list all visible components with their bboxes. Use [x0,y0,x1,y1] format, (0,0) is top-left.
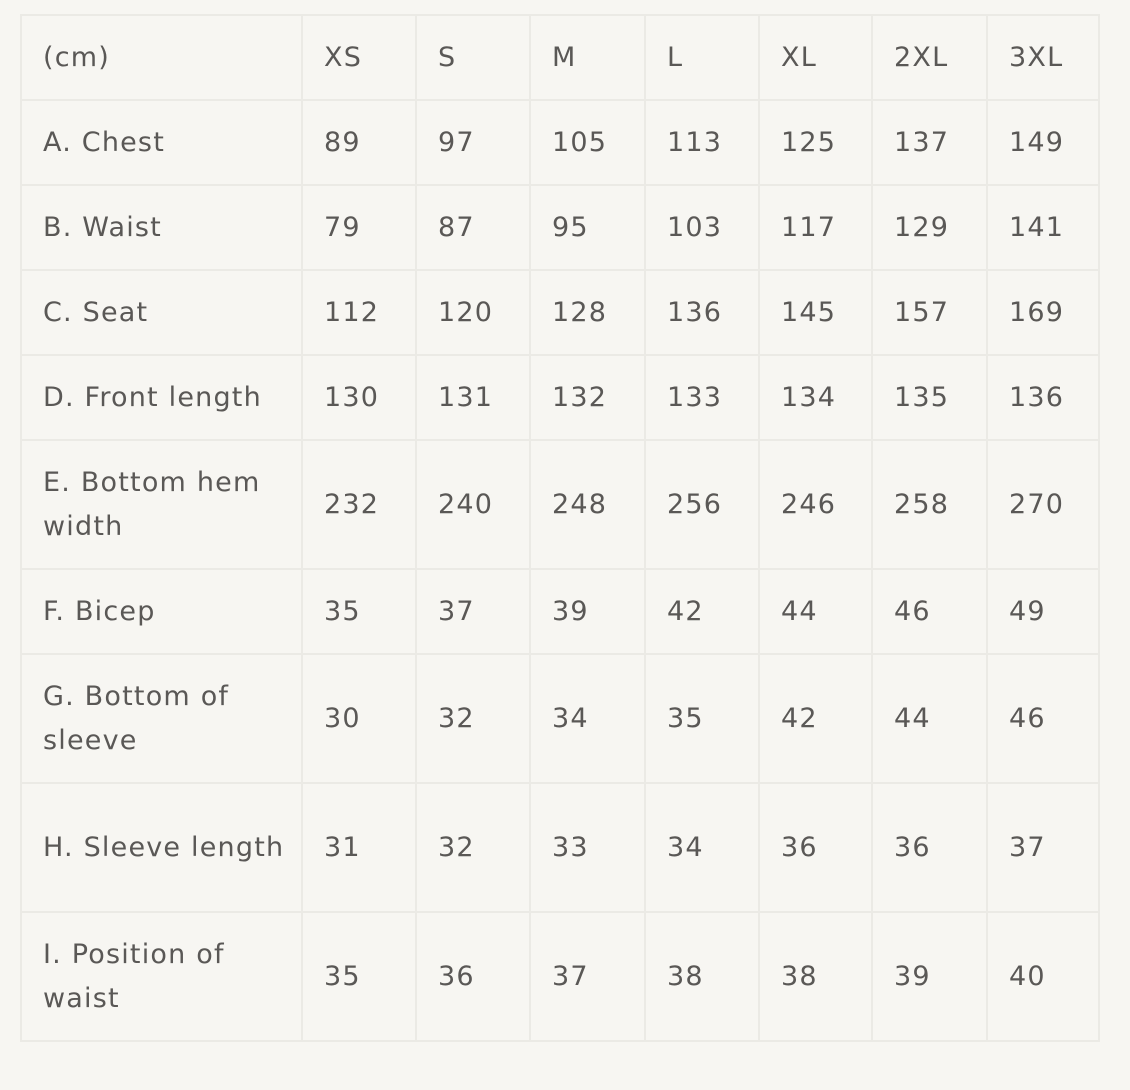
table-cell: 137 [872,100,987,185]
table-row [21,654,1099,783]
row-label: F. Bicep [21,569,302,654]
table-cell: 95 [530,185,645,270]
table-cell: 97 [416,100,530,185]
table-cell: 258 [872,440,987,569]
table-cell: 39 [872,912,987,1041]
table-cell: 256 [645,440,759,569]
table-cell: 112 [302,270,416,355]
header-cell: XL [759,15,872,100]
table-cell: 246 [759,440,872,569]
table-row [21,100,1099,185]
table-cell: 31 [302,783,416,912]
table-cell: 44 [872,654,987,783]
table-cell: 42 [759,654,872,783]
header-cell: 3XL [987,15,1099,100]
row-label: C. Seat [21,270,302,355]
table-cell: 37 [530,912,645,1041]
table-cell: 36 [759,783,872,912]
table-cell: 136 [645,270,759,355]
table-cell: 134 [759,355,872,440]
table-cell: 44 [759,569,872,654]
table-row [21,355,1099,440]
table-cell: 240 [416,440,530,569]
table-cell: 38 [645,912,759,1041]
table-cell: 232 [302,440,416,569]
table-cell: 130 [302,355,416,440]
table-cell: 46 [987,654,1099,783]
table-cell: 35 [645,654,759,783]
table-cell: 132 [530,355,645,440]
table-cell: 36 [872,783,987,912]
table-row [21,185,1099,270]
row-label: B. Waist [21,185,302,270]
header-cell: XS [302,15,416,100]
row-label: A. Chest [21,100,302,185]
row-label: I. Position of waist [21,912,302,1041]
table-cell: 30 [302,654,416,783]
row-label: E. Bottom hem width [21,440,302,569]
header-cell: 2XL [872,15,987,100]
row-label: H. Sleeve length [21,783,302,912]
table-cell: 117 [759,185,872,270]
header-cell: S [416,15,530,100]
table-cell: 46 [872,569,987,654]
table-cell: 270 [987,440,1099,569]
table-cell: 136 [987,355,1099,440]
table-cell: 169 [987,270,1099,355]
table-cell: 131 [416,355,530,440]
table-cell: 157 [872,270,987,355]
table-cell: 39 [530,569,645,654]
table-cell: 32 [416,654,530,783]
table-cell: 120 [416,270,530,355]
table-cell: 42 [645,569,759,654]
table-cell: 133 [645,355,759,440]
row-label: G. Bottom of sleeve [21,654,302,783]
header-cell: L [645,15,759,100]
table-cell: 87 [416,185,530,270]
row-label: D. Front length [21,355,302,440]
table-cell: 35 [302,569,416,654]
size-chart-table [20,14,1100,1042]
table-cell: 35 [302,912,416,1041]
table-cell: 34 [530,654,645,783]
table-cell: 103 [645,185,759,270]
table-cell: 33 [530,783,645,912]
header-cell: M [530,15,645,100]
table-cell: 38 [759,912,872,1041]
table-cell: 149 [987,100,1099,185]
table-row [21,270,1099,355]
table-cell: 141 [987,185,1099,270]
table-cell: 40 [987,912,1099,1041]
table-cell: 105 [530,100,645,185]
header-cell: (cm) [21,15,302,100]
table-cell: 135 [872,355,987,440]
table-cell: 36 [416,912,530,1041]
table-cell: 34 [645,783,759,912]
table-cell: 145 [759,270,872,355]
table-cell: 37 [416,569,530,654]
table-cell: 125 [759,100,872,185]
table-row [21,440,1099,569]
table-row [21,912,1099,1041]
table-cell: 89 [302,100,416,185]
table-cell: 113 [645,100,759,185]
table-cell: 49 [987,569,1099,654]
table-row [21,783,1099,912]
table-row [21,569,1099,654]
table-cell: 129 [872,185,987,270]
table-cell: 37 [987,783,1099,912]
table-cell: 32 [416,783,530,912]
table-cell: 128 [530,270,645,355]
table-header-row [21,15,1099,100]
table-cell: 79 [302,185,416,270]
table-cell: 248 [530,440,645,569]
